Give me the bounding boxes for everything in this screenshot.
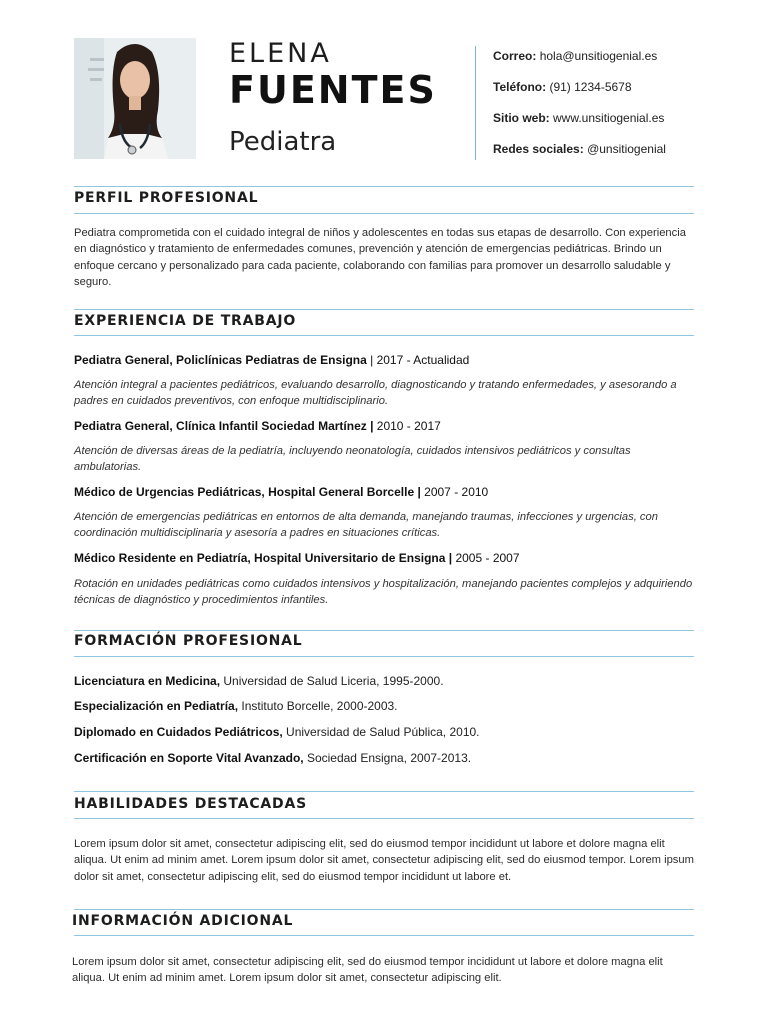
job-position: Pediatra General, Policlínicas Pediatras de Ensigna (74, 353, 371, 367)
section-divider (74, 909, 694, 910)
additional-text: Lorem ipsum dolor sit amet, consectetur adipiscing elit, sed do eiusmod tempor incididunt ut labore et dolore magna elit aliqua. Ut enim ad minim amet. Lorem ipsum dolor sit amet, consectetur adipiscing elit. (72, 956, 663, 985)
contact-website (493, 111, 664, 125)
contact-phone (493, 80, 632, 94)
additional-heading: INFORMACIÓN ADICIONAL (72, 913, 294, 929)
experience-heading: EXPERIENCIA DE TRABAJO (74, 313, 297, 329)
contact-phone-label: Teléfono: (493, 80, 547, 94)
job-description: Rotación en unidades pediátricas como cuidados intensivos y hospitalización, manejando pacientes complejos y adquiriendo técnicas de diagnóstico y procedimientos infantiles. (74, 578, 693, 607)
education-detail: Instituto Borcelle, 2000-2003. (238, 699, 398, 713)
skills-text: Lorem ipsum dolor sit amet, consectetur adipiscing elit, sed do eiusmod tempor incididunt ut labore et dolore magna elit aliqua. Ut enim ad minim amet. Lorem ipsum dolor sit amet, consectetur adipiscing elit, sed do eiusmod tempor. Lorem ipsum dolor sit amet, consectetur adipiscing elit, sed do eiusmod tempor incididunt ut labore et. (74, 838, 694, 883)
profile-photo (74, 38, 196, 159)
job-description: Atención de diversas áreas de la pediatría, incluyendo neonatología, cuidados intensivos pediátricos y consultas ambulatorias. (74, 445, 631, 474)
section-divider (74, 818, 694, 819)
first-name: ELENA (229, 38, 332, 69)
job-title (74, 419, 441, 433)
education-detail: Universidad de Salud Liceria, 1995-2000. (220, 674, 444, 688)
education-heading: FORMACIÓN PROFESIONAL (74, 633, 303, 649)
education-detail: Universidad de Salud Pública, 2010. (282, 725, 480, 739)
job-period: | 2017 - Actualidad (370, 353, 470, 367)
education-degree: Certificación en Soporte Vital Avanzado, (74, 751, 304, 765)
section-divider (74, 186, 694, 187)
job-period: 2007 - 2010 (420, 485, 489, 499)
job-description: Atención integral a pacientes pediátricos, evaluando desarrollo, diagnosticando y tratando enfermedades, y asesorando a padres en cuidados preventivos, con enfoque multidisciplinario. (74, 379, 677, 408)
education-item (74, 725, 480, 739)
job-title (74, 353, 469, 367)
profile-heading: PERFIL PROFESIONAL (74, 190, 259, 206)
job-role: Pediatra (229, 127, 337, 157)
section-divider (74, 935, 694, 936)
education-degree: Diplomado en Cuidados Pediátricos, (74, 725, 283, 739)
section-divider (74, 791, 694, 792)
doctor-portrait-icon (74, 38, 196, 159)
education-item (74, 751, 471, 765)
education-item (74, 674, 444, 688)
contact-social (493, 142, 666, 156)
job-position: Médico de Urgencias Pediátricas, Hospital General Borcelle | (74, 485, 421, 499)
education-detail: Sociedad Ensigna, 2007-2013. (303, 751, 472, 765)
contact-email-value[interactable]: hola@unsitiogenial.es (539, 49, 658, 63)
section-divider (74, 630, 694, 631)
job-period: 2005 - 2007 (452, 551, 520, 565)
education-item (74, 699, 398, 713)
section-divider (74, 213, 694, 214)
header-divider (475, 46, 476, 160)
contact-email-label: Correo: (493, 49, 537, 63)
last-name: FUENTES (229, 68, 437, 112)
profile-text: Pediatra comprometida con el cuidado integral de niños y adolescentes en todas sus etapas de desarrollo. Con experiencia en diagnóstico y tratamiento de enfermedades comunes, prevención y atención de emergencias pediátricas. Brindo un enfoque cercano y personalizado para cada paciente, colaborando con familias para promover un desarrollo saludable y seguro. (74, 227, 686, 289)
contact-website-value[interactable]: www.unsitiogenial.es (553, 111, 665, 125)
skills-heading: HABILIDADES DESTACADAS (74, 796, 307, 812)
section-divider (74, 335, 694, 336)
job-position: Médico Residente en Pediatría, Hospital Universitario de Ensigna | (74, 551, 453, 565)
contact-social-value[interactable]: @unsitiogenial (587, 142, 666, 156)
job-description: Atención de emergencias pediátricas en entornos de alta demanda, manejando traumas, infecciones y urgencias, con coordinación multidisciplinaria y asesoría a padres en situaciones críticas. (74, 511, 658, 540)
contact-email (493, 49, 657, 63)
contact-phone-value[interactable]: (91) 1234-5678 (549, 80, 632, 94)
education-degree: Licenciatura en Medicina, (74, 674, 221, 688)
contact-website-label: Sitio web: (493, 111, 550, 125)
education-degree: Especialización en Pediatría, (74, 699, 239, 713)
job-period: 2010 - 2017 (373, 419, 441, 433)
job-title (74, 485, 488, 499)
section-divider (74, 309, 694, 310)
job-title (74, 551, 520, 565)
contact-social-label: Redes sociales: (493, 142, 584, 156)
section-divider (74, 656, 694, 657)
job-position: Pediatra General, Clínica Infantil Sociedad Martínez | (74, 419, 374, 433)
